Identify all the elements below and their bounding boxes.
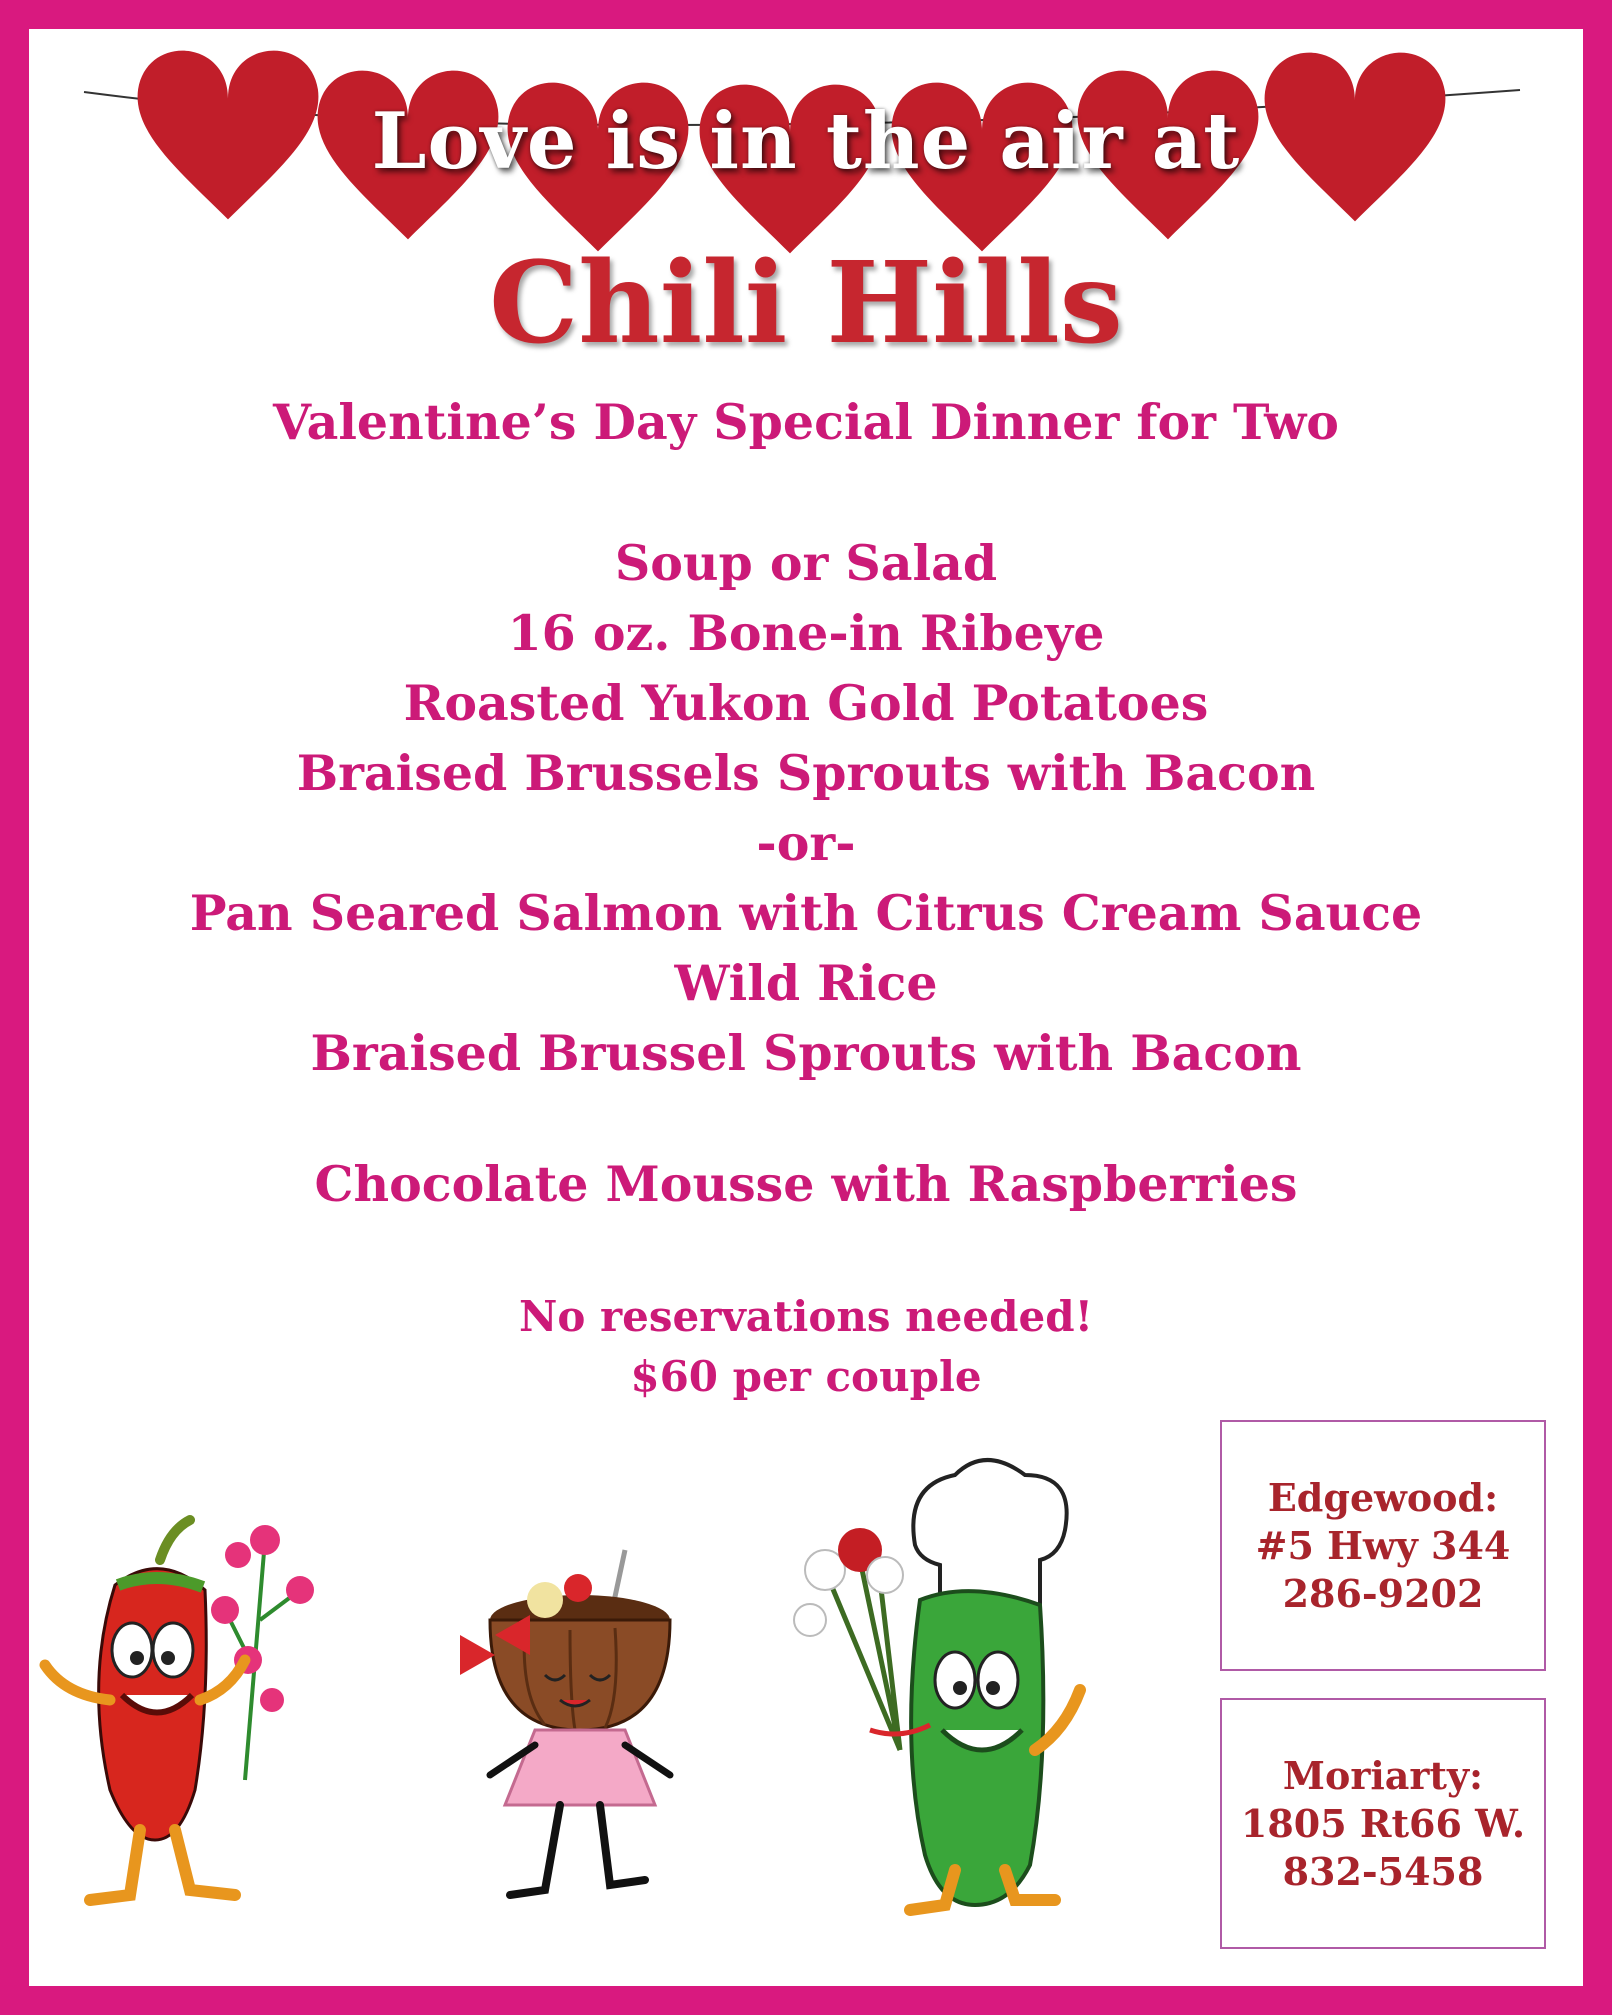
menu-item: Pan Seared Salmon with Citrus Cream Sauce — [189, 884, 1423, 942]
menu-list — [0, 528, 1612, 1088]
chocolate-mousse-cup-icon — [450, 1540, 710, 1940]
location-name: Edgewood: — [1267, 1474, 1499, 1520]
headline: Love is in the air at — [371, 96, 1241, 187]
location-name: Moriarty: — [1282, 1752, 1484, 1798]
price: $60 per couple — [630, 1352, 982, 1401]
location-moriarty — [1220, 1698, 1546, 1949]
location-phone: 832-5458 — [1282, 1848, 1484, 1894]
location-address: #5 Hwy 344 — [1255, 1522, 1511, 1568]
menu-separator: -or- — [756, 814, 856, 872]
location-address: 1805 Rt66 W. — [1240, 1800, 1526, 1846]
menu-item: Roasted Yukon Gold Potatoes — [403, 674, 1209, 732]
page-subtitle: Valentine’s Day Special Dinner for Two — [273, 393, 1339, 451]
green-chili-chef-icon — [770, 1450, 1100, 1920]
dessert: Chocolate Mousse with Raspberries — [314, 1155, 1298, 1213]
red-chili-pepper-icon — [10, 1500, 320, 1920]
menu-item: Wild Rice — [674, 954, 938, 1012]
restaurant-name: Chili Hills — [489, 238, 1123, 369]
menu-item: 16 oz. Bone-in Ribeye — [507, 604, 1105, 662]
location-phone: 286-9202 — [1282, 1570, 1484, 1616]
menu-item: Soup or Salad — [614, 534, 998, 592]
reservation-note — [0, 1287, 1612, 1407]
reservation-text: No reservations needed! — [518, 1292, 1094, 1341]
menu-item: Braised Brussels Sprouts with Bacon — [296, 744, 1316, 802]
menu-item: Braised Brussel Sprouts with Bacon — [310, 1024, 1302, 1082]
rose-icon — [211, 1525, 314, 1780]
location-edgewood — [1220, 1420, 1546, 1671]
